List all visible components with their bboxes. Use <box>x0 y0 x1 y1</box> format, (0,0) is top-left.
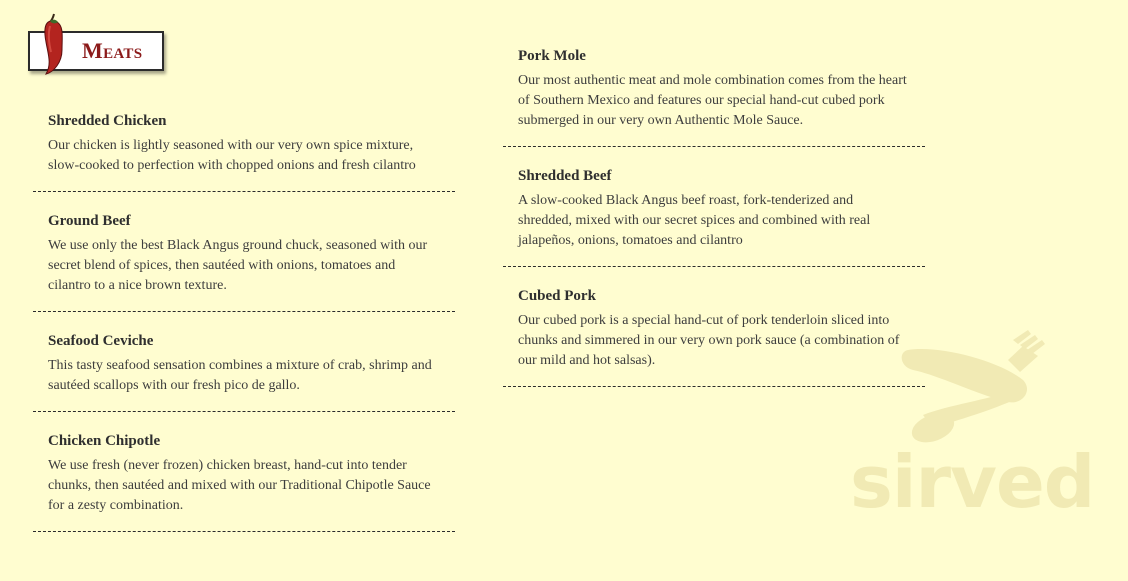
item-name: Pork Mole <box>518 48 586 64</box>
item-name: Seafood Ceviche <box>48 333 154 349</box>
item-description: A slow-cooked Black Angus beef roast, fork-tenderized and shredded, mixed with our secret spices and combined with real jalapeños, onions, tomatoes and cilantro <box>518 193 871 248</box>
menu-item <box>33 212 455 312</box>
item-name: Chicken Chipotle <box>48 433 161 449</box>
item-name: Ground Beef <box>48 213 131 229</box>
item-description: Our most authentic meat and mole combination comes from the heart of Southern Mexico and features our special hand-cut cubed pork submerged in our very own Authentic Mole Sauce. <box>518 73 907 128</box>
menu-item <box>33 332 455 412</box>
item-name: Shredded Beef <box>518 168 612 184</box>
item-description: Our chicken is lightly seasoned with our very own spice mixture, slow-cooked to perfection with chopped onions and fresh cilantro <box>48 138 416 173</box>
watermark-logo: sirved <box>850 440 1095 524</box>
menu-item <box>33 432 455 532</box>
item-description: We use fresh (never frozen) chicken breast, hand-cut into tender chunks, then sautéed and mixed with our Traditional Chipotle Sauce for a zesty combination. <box>48 458 431 513</box>
item-description: This tasty seafood sensation combines a mixture of crab, shrimp and sautéed scallops with our fresh pico de gallo. <box>48 358 432 393</box>
item-description: We use only the best Black Angus ground chuck, seasoned with our secret blend of spices, then sautéed with onions, tomatoes and cilantro to a nice brown texture. <box>48 238 428 293</box>
item-name: Shredded Chicken <box>48 113 167 129</box>
menu-item <box>33 112 455 192</box>
menu-item <box>503 47 925 147</box>
item-description: Our cubed pork is a special hand-cut of pork tenderloin sliced into chunks and simmered in our very own pork sauce (a combination of our mild and hot salsas). <box>518 313 900 368</box>
left-column <box>33 112 455 552</box>
chili-pepper-icon <box>40 12 70 78</box>
item-name: Cubed Pork <box>518 288 596 304</box>
menu-item <box>503 167 925 267</box>
section-title: Meats <box>82 38 143 63</box>
